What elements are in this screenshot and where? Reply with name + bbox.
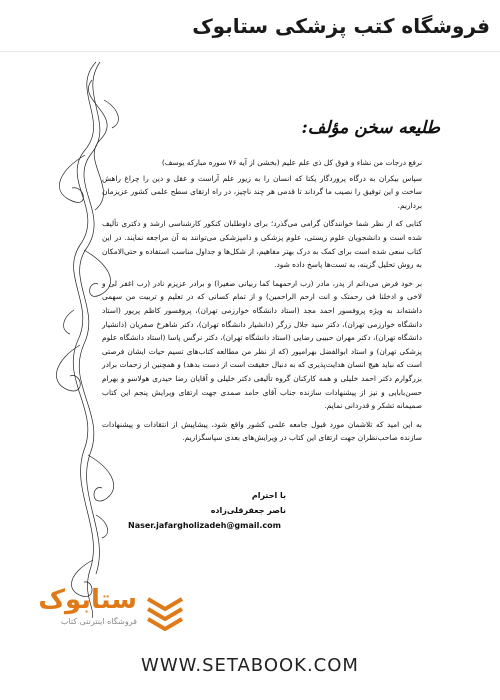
paragraph: بر خود فرض می‌دانم از پدر، مادر (رب ارحمهما کما ربیانی صغیرا) و برادر عزیزم نادر (رب اغفر لی و لاخی و ادخلنا فی رحمتک و انت ارحم الراحمین) و از تمام کسانی که در تعلیم و تربیت من سهمی داشته‌اند به ویژه پروفسور احمد مجد (استاد دانشگاه خوارزمی تهران)، پروفسور کاظم پریور (استاد دانشگاه خوارزمی تهران)، دکتر سید جلال زرگر (دانشیار دانشگاه تهران)، دکتر شاهرخ صفریان (دانشیار دانشگاه تهران)، دکتر مهران حبیبی رضایی (استاد دانشگاه تهران)، دکتر نرگس پاسا (استاد دانشگاه علوم پزشکی تهران) و استاد ابوالفضل بهرامپور (که از نظر من مطالعه کتاب‌های تسیم حیات ایشان فرصتی است که نباید هیچ انسان هدایت‌پذیری که به دنبال حقیقت است از دست بدهد) و همچنین از زحمات برادر بزرگوارم دکتر احمد خلیلی و همه کارکنان گروه تألیفی دکتر خلیلی و آقایان رضا حیدری هولاسو و بهرام حسن‌بابایی و نیز از پیشنهادات سازنده جناب آقای حامد صمدی جهت ارتقای ویرایش پنجم این کتاب صمیمانه تشکر و قدردانی نمایم. bbox=[102, 278, 422, 411]
logo-tagline: فروشگاه اینترنتی کتاب bbox=[60, 617, 137, 626]
logo-name: ستابوک bbox=[38, 585, 137, 615]
paragraph: به این امید که تلاشمان مورد قبول جامعه علمی کشور واقع شود، پیشاپیش از انتقادات و پیشنهادات سازنده صاحب‌نظران جهت ارتقای این کتاب در ویرایش‌های بعدی سپاسگزاریم. bbox=[102, 419, 422, 443]
paragraph: کتابی که از نظر شما خوانندگان گرامی می‌گذرد؛ برای داوطلبان کنکور کارشناسی ارشد و دکتری تألیف شده است و دانشجویان علوم زیستی، علوم پزشکی و دامپزشکی می‌توانند به آن مراجعه نمایند. در این کتاب سعی شده است برای کمک به درک بهتر مفاهیم، از شکل‌ها و جداول مناسب استفاده و حتی‌الامکان به روش تحلیل گزینه، به تست‌ها پاسخ داده شود. bbox=[102, 219, 422, 270]
paragraph: سپاس بیکران به درگاه پروردگار یکتا که انسان را به زیور علم آراست و عقل و دین را چراغ راهش ساخت و این توفیق را نصیب ما گرداند تا قدمی هر چند ناچیز، در راه ارتقای سطح علمی کشور عزیزمان برداریم. bbox=[102, 173, 422, 210]
opening-verse: نرفع درجات من نشاء و فوق کل ذی علم علیم (بخشی از آیه ۷۶ سوره مبارکه یوسف) bbox=[161, 158, 422, 167]
site-url: WWW.SETABOOK.COM bbox=[141, 655, 359, 676]
store-name: فروشگاه کتب پزشکی ستابوک bbox=[192, 14, 490, 38]
preface-body bbox=[102, 156, 422, 450]
author-name: ناصر جعفرقلی‌زاده bbox=[210, 506, 286, 515]
book-stack-icon bbox=[142, 587, 188, 633]
signature-closing: با احترام bbox=[251, 491, 286, 500]
author-email: Naser.jafargholizadeh@gmail.com bbox=[128, 521, 281, 530]
setabook-logo bbox=[20, 585, 190, 643]
author-signature bbox=[128, 488, 288, 530]
preface-heading: طلیعه سخن مؤلف: bbox=[301, 118, 440, 138]
store-header bbox=[0, 0, 500, 52]
